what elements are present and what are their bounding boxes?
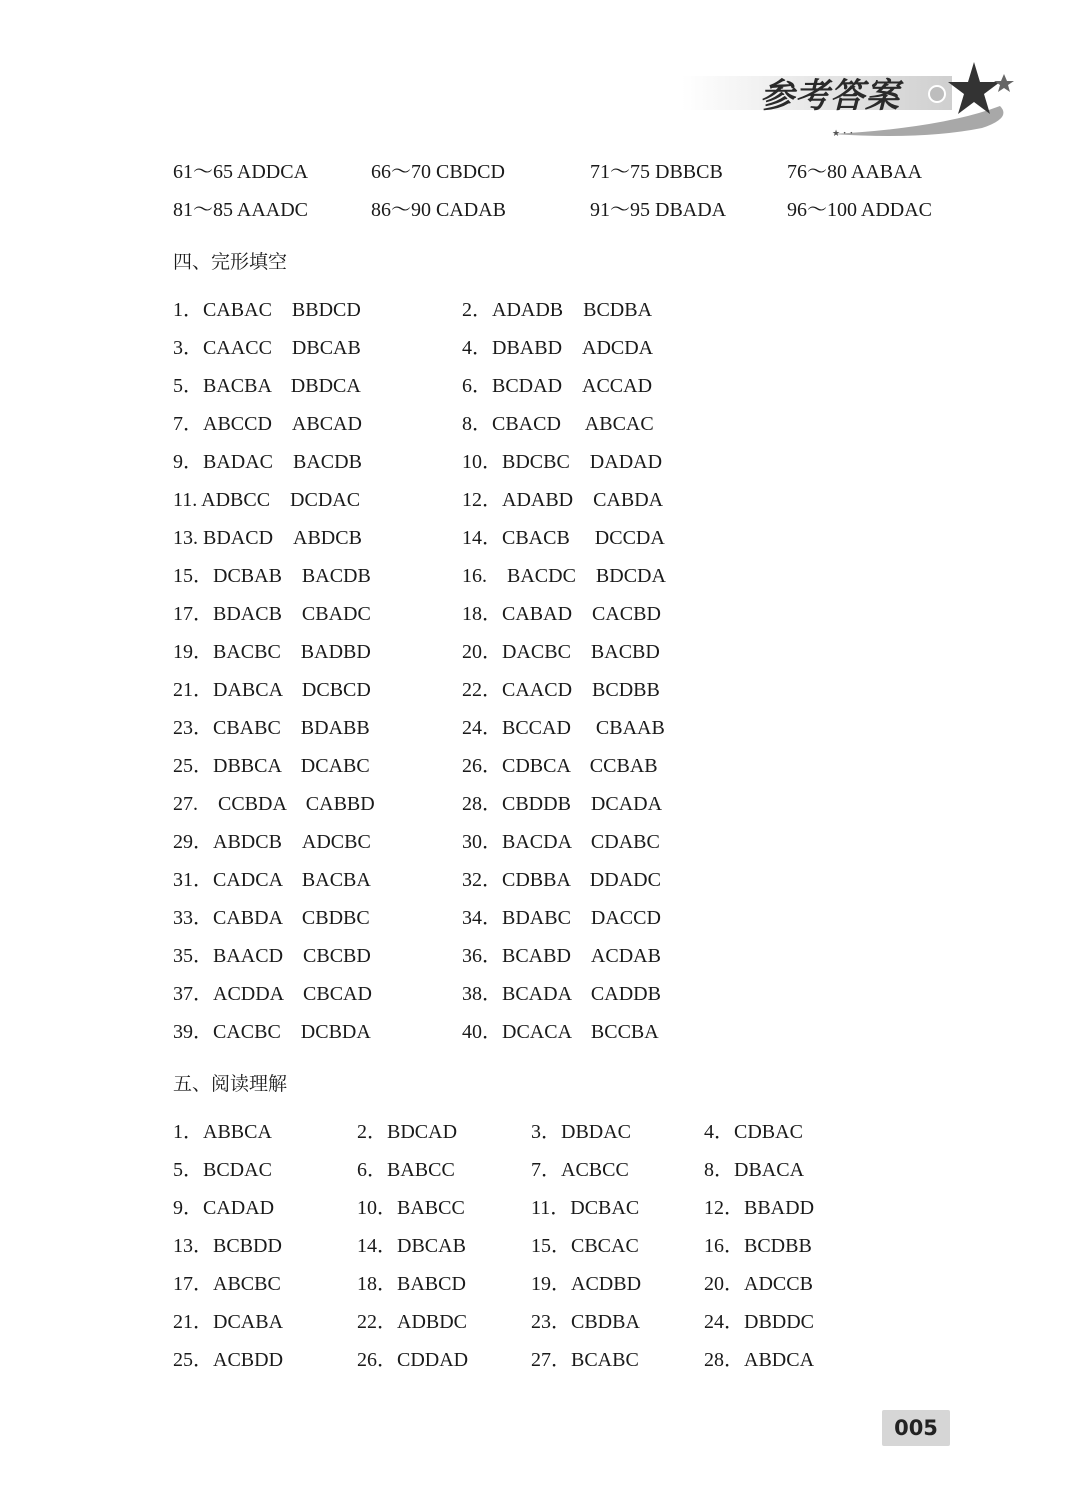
cloze-answer: 13. BDACD ABDCB bbox=[173, 527, 362, 549]
cloze-answer: 18．CABAD CACBD bbox=[462, 603, 661, 625]
reading-answer: 7．ACBCC bbox=[531, 1159, 629, 1181]
cloze-answer: 25．DBBCA DCABC bbox=[173, 755, 370, 777]
cloze-answer: 24．BCCAD CBAAB bbox=[462, 717, 665, 739]
reading-answer: 15．CBCAC bbox=[531, 1235, 639, 1257]
cloze-answer: 31．CADCA BACBA bbox=[173, 869, 371, 891]
cloze-answer: 32．CDBBA DDADC bbox=[462, 869, 661, 891]
choice-answer: 76～80 AABAA bbox=[787, 161, 923, 183]
reading-answer: 5．BCDAC bbox=[173, 1159, 272, 1181]
choice-answer: 96～100 ADDAC bbox=[787, 199, 933, 221]
reading-answer: 27．BCABC bbox=[531, 1349, 639, 1371]
cloze-answer: 38．BCADA CADDB bbox=[462, 983, 661, 1005]
cloze-answer: 14．CBACB DCCDA bbox=[462, 527, 665, 549]
reading-answer: 3．DBDAC bbox=[531, 1121, 632, 1143]
cloze-answer: 1．CABAC BBDCD bbox=[173, 299, 361, 321]
reading-answer: 10．BABCC bbox=[357, 1197, 465, 1219]
cloze-answer: 6．BCDAD ACCAD bbox=[462, 375, 653, 397]
cloze-answer: 30．BACDA CDABC bbox=[462, 831, 660, 853]
reading-answer: 21．DCABA bbox=[173, 1311, 284, 1333]
cloze-answer: 7．ABCCD ABCAD bbox=[173, 413, 362, 435]
cloze-answer: 22．CAACD BCDBB bbox=[462, 679, 660, 701]
reading-answer: 6．BABCC bbox=[357, 1159, 455, 1181]
cloze-answer: 23．CBABC BDABB bbox=[173, 717, 370, 739]
cloze-answer: 35．BAACD CBCBD bbox=[173, 945, 371, 967]
cloze-answer: 33．CABDA CBDBC bbox=[173, 907, 370, 929]
answer-key-title: 参考答案 bbox=[760, 76, 900, 116]
reading-answer: 22．ADBDC bbox=[357, 1311, 468, 1333]
cloze-answer: 40．DCACA BCCBA bbox=[462, 1021, 659, 1043]
cloze-answer: 39．CACBC DCBDA bbox=[173, 1021, 371, 1043]
choice-answer: 66～70 CBDCD bbox=[371, 161, 505, 183]
cloze-answer: 8．CBACD ABCAC bbox=[462, 413, 654, 435]
cloze-answer: 4．DBABD ADCDA bbox=[462, 337, 654, 359]
cloze-answer: 17．BDACB CBADC bbox=[173, 603, 371, 625]
section-heading-cloze: 四、完形填空 bbox=[173, 251, 288, 273]
reading-answer: 1．ABBCA bbox=[173, 1121, 272, 1143]
cloze-answer: 5．BACBA DBDCA bbox=[173, 375, 361, 397]
cloze-answer: 3．CAACC DBCAB bbox=[173, 337, 361, 359]
cloze-answer: 34．BDABC DACCD bbox=[462, 907, 661, 929]
svg-text:★ ･ ･: ★ ･ ･ bbox=[832, 128, 854, 138]
answer-key-banner bbox=[682, 58, 1022, 148]
cloze-answer: 37．ACDDA CBCAD bbox=[173, 983, 372, 1005]
cloze-answer: 15．DCBAB BACDB bbox=[173, 565, 371, 587]
cloze-answer: 10．BDCBC DADAD bbox=[462, 451, 663, 473]
cloze-answer: 20．DACBC BACBD bbox=[462, 641, 660, 663]
reading-answer: 8．DBACA bbox=[704, 1159, 805, 1181]
cloze-answer: 12．ADABD CABDA bbox=[462, 489, 664, 511]
cloze-answer: 26．CDBCA CCBAB bbox=[462, 755, 658, 777]
reading-answer: 14．DBCAB bbox=[357, 1235, 466, 1257]
cloze-answer: 16. BACDC BDCDA bbox=[462, 565, 666, 587]
reading-answer: 16．BCDBB bbox=[704, 1235, 812, 1257]
choice-answer: 81～85 AAADC bbox=[173, 199, 309, 221]
reading-answer: 17．ABCBC bbox=[173, 1273, 281, 1295]
page-number: 005 bbox=[882, 1410, 950, 1446]
cloze-answer: 2．ADADB BCDBA bbox=[462, 299, 653, 321]
reading-answer: 20．ADCCB bbox=[704, 1273, 813, 1295]
reading-answer: 13．BCBDD bbox=[173, 1235, 282, 1257]
reading-answer: 18．BABCD bbox=[357, 1273, 466, 1295]
cloze-answer: 36．BCABD ACDAB bbox=[462, 945, 661, 967]
reading-answer: 12．BBADD bbox=[704, 1197, 815, 1219]
reading-answer: 2．BDCAD bbox=[357, 1121, 458, 1143]
reading-answer: 28．ABDCA bbox=[704, 1349, 815, 1371]
reading-answer: 9．CADAD bbox=[173, 1197, 275, 1219]
cloze-answer: 28．CBDDB DCADA bbox=[462, 793, 663, 815]
reading-answer: 23．CBDBA bbox=[531, 1311, 640, 1333]
choice-answer: 71～75 DBBCB bbox=[590, 161, 723, 183]
reading-answer: 11．DCBAC bbox=[531, 1197, 640, 1219]
cloze-answer: 29．ABDCB ADCBC bbox=[173, 831, 371, 853]
reading-answer: 24．DBDDC bbox=[704, 1311, 815, 1333]
reading-answer: 26．CDDAD bbox=[357, 1349, 469, 1371]
cloze-answer: 9．BADAC BACDB bbox=[173, 451, 362, 473]
choice-answer: 86～90 CADAB bbox=[371, 199, 507, 221]
choice-answer: 61～65 ADDCA bbox=[173, 161, 309, 183]
cloze-answer: 11. ADBCC DCDAC bbox=[173, 489, 361, 511]
choice-answer: 91～95 DBADA bbox=[590, 199, 727, 221]
section-heading-reading: 五、阅读理解 bbox=[173, 1073, 288, 1095]
reading-answer: 19．ACDBD bbox=[531, 1273, 642, 1295]
reading-answer: 4．CDBAC bbox=[704, 1121, 803, 1143]
reading-answer: 25．ACBDD bbox=[173, 1349, 284, 1371]
cloze-answer: 27. CCBDA CABBD bbox=[173, 793, 375, 815]
cloze-answer: 19．BACBC BADBD bbox=[173, 641, 371, 663]
cloze-answer: 21．DABCA DCBCD bbox=[173, 679, 371, 701]
